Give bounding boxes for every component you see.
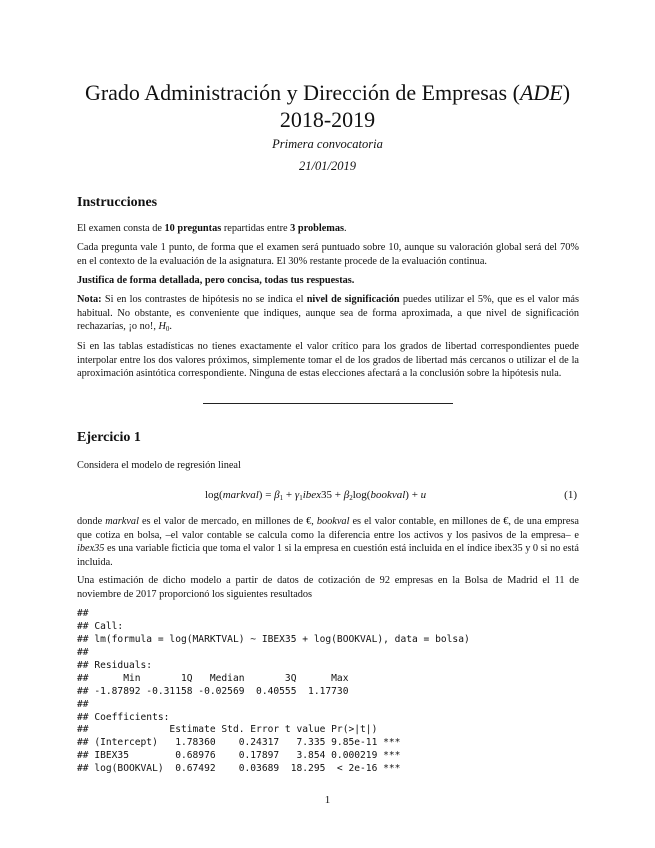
instructions-heading: Instrucciones xyxy=(77,195,158,210)
eq-part: log( xyxy=(205,489,223,501)
variable-name: markval xyxy=(105,516,139,527)
math-h: H xyxy=(158,321,166,333)
text-run: . xyxy=(344,223,347,234)
eq-part: 35 + xyxy=(321,489,344,501)
r-output-line: ## Residuals: xyxy=(77,659,153,671)
eq-part: ) = xyxy=(258,489,275,501)
r-output-line: ## xyxy=(77,608,89,619)
text-run: puedes utilizar el 5%, que es el valor más habitual. No obstante, es conveniente que indiques, aunque sea de forma aproximada, a que nivel de significación rechazarías, ¡o no!, xyxy=(77,294,580,333)
bold-run: nivel de significación xyxy=(306,294,400,305)
eq-part: 1 xyxy=(279,494,284,502)
text-run: El examen consta de xyxy=(77,223,165,234)
instructions-paragraph-2: Cada pregunta vale 1 punto, de forma que el examen será puntuado sobre 10, aunque su valoración global será del 70% en el contexto de la evaluación de la asignatura. El 30% restante procede de la evaluación continua. xyxy=(77,242,579,267)
page-number: 1 xyxy=(324,794,331,806)
title-acronym: ADE xyxy=(519,80,563,105)
instructions-paragraph-5: Si en las tablas estadísticas no tienes exactamente el valor crítico para los grados de libertad correspondientes puede interpolar entre los dos valores próximos, simplemente tomar el de los grados de libertad más cercanos o utilizar el de la aproximación asintótica correspondiente. Ninguna de estas elecciones afectará a la conclusión sobre la hipótesis nula. xyxy=(77,341,579,380)
eq-part: β xyxy=(343,489,350,501)
instructions-paragraph-3: Justifica de forma detallada, pero concisa, todas tus respuestas. xyxy=(77,275,355,286)
variable-name: bookval xyxy=(316,516,350,527)
exercise-1-definitions xyxy=(77,515,579,569)
r-output-line: ## xyxy=(77,698,89,710)
r-output-block xyxy=(77,608,470,776)
regression-equation xyxy=(205,489,426,502)
exercise-1-estimation-text: Una estimación de dicho modelo a partir de datos de cotización de 92 empresas en la Bolsa de Madrid el 11 de noviembre de 2017 proporcionó los siguientes resultados xyxy=(77,575,579,600)
eq-part: + xyxy=(283,489,295,501)
eq-part: bookval xyxy=(370,489,406,501)
text-run: es una variable ficticia que toma el valor 1 si la empresa en cuestión está incluida en el índice ibex35 y 0 si no está incluida. xyxy=(77,543,579,568)
eq-part: β xyxy=(274,489,280,501)
text-run: donde xyxy=(77,516,106,527)
instructions-paragraph-1 xyxy=(77,222,579,236)
exam-call: Primera convocatoria xyxy=(272,137,383,151)
exam-date: 21/01/2019 xyxy=(299,159,356,173)
r-output-line: ## xyxy=(77,646,89,658)
text-run: es el valor de mercado, en millones de €, xyxy=(138,516,317,527)
eq-part: 1 xyxy=(299,494,303,502)
page-title xyxy=(0,80,655,106)
r-output-line: ## -1.87892 -0.31158 -0.02569 0.40555 1.17730 xyxy=(77,685,349,697)
text-run: repartidas entre xyxy=(221,223,291,234)
text-run: es el valor contable, en millones de €, de una empresa que cotiza en bolsa, –el valor contable se calcula como la diferencia entre los activos y los pasivos de la empresa– e xyxy=(77,516,579,541)
r-output-line: ## Call: xyxy=(77,620,124,632)
academic-year: 2018-2019 xyxy=(279,107,376,132)
eq-part: markval xyxy=(222,489,259,501)
r-output-line: ## Estimate Std. Error t value Pr(>|t|) xyxy=(77,724,378,736)
eq-part: 2 xyxy=(349,494,353,502)
r-output-line: ## Min 1Q Median 3Q Max xyxy=(77,672,349,684)
title-close: ) xyxy=(562,80,571,105)
math-subscript: 0 xyxy=(165,325,170,334)
title-text: Grado Administración y Dirección de Empresas ( xyxy=(84,80,520,105)
bold-run: 3 problemas xyxy=(290,223,345,234)
eq-part: γ xyxy=(294,489,300,501)
text-run: . xyxy=(169,321,172,333)
exercise-1-heading: Ejercicio 1 xyxy=(77,430,141,445)
exercise-1-intro: Considera el modelo de regresión lineal xyxy=(77,460,241,471)
r-output-line: ## log(BOOKVAL) 0.67492 0.03689 18.295 < 2e-16 *** xyxy=(77,763,401,775)
section-divider xyxy=(203,403,453,404)
r-output-line: ## (Intercept) 1.78360 0.24317 7.335 9.85e-11 *** xyxy=(77,737,401,749)
eq-part: log( xyxy=(352,489,371,501)
equation-number: (1) xyxy=(564,489,577,501)
variable-name: ibex35 xyxy=(77,543,105,555)
r-output-line: ## lm(formula = log(MARKTVAL) ~ IBEX35 + log(BOOKVAL), data = bolsa) xyxy=(77,633,470,645)
eq-part: ) + xyxy=(405,489,421,501)
r-output-line: ## Coefficients: xyxy=(77,711,170,723)
eq-part: u xyxy=(420,489,427,501)
text-run: Si en los contrastes de hipótesis no se indica el xyxy=(101,294,307,305)
eq-part: ibex xyxy=(302,489,322,501)
instructions-note xyxy=(77,293,579,337)
bold-run: 10 preguntas xyxy=(164,223,222,234)
r-output-line: ## IBEX35 0.68976 0.17897 3.854 0.000219 *** xyxy=(77,750,401,762)
note-label: Nota: xyxy=(77,294,102,305)
